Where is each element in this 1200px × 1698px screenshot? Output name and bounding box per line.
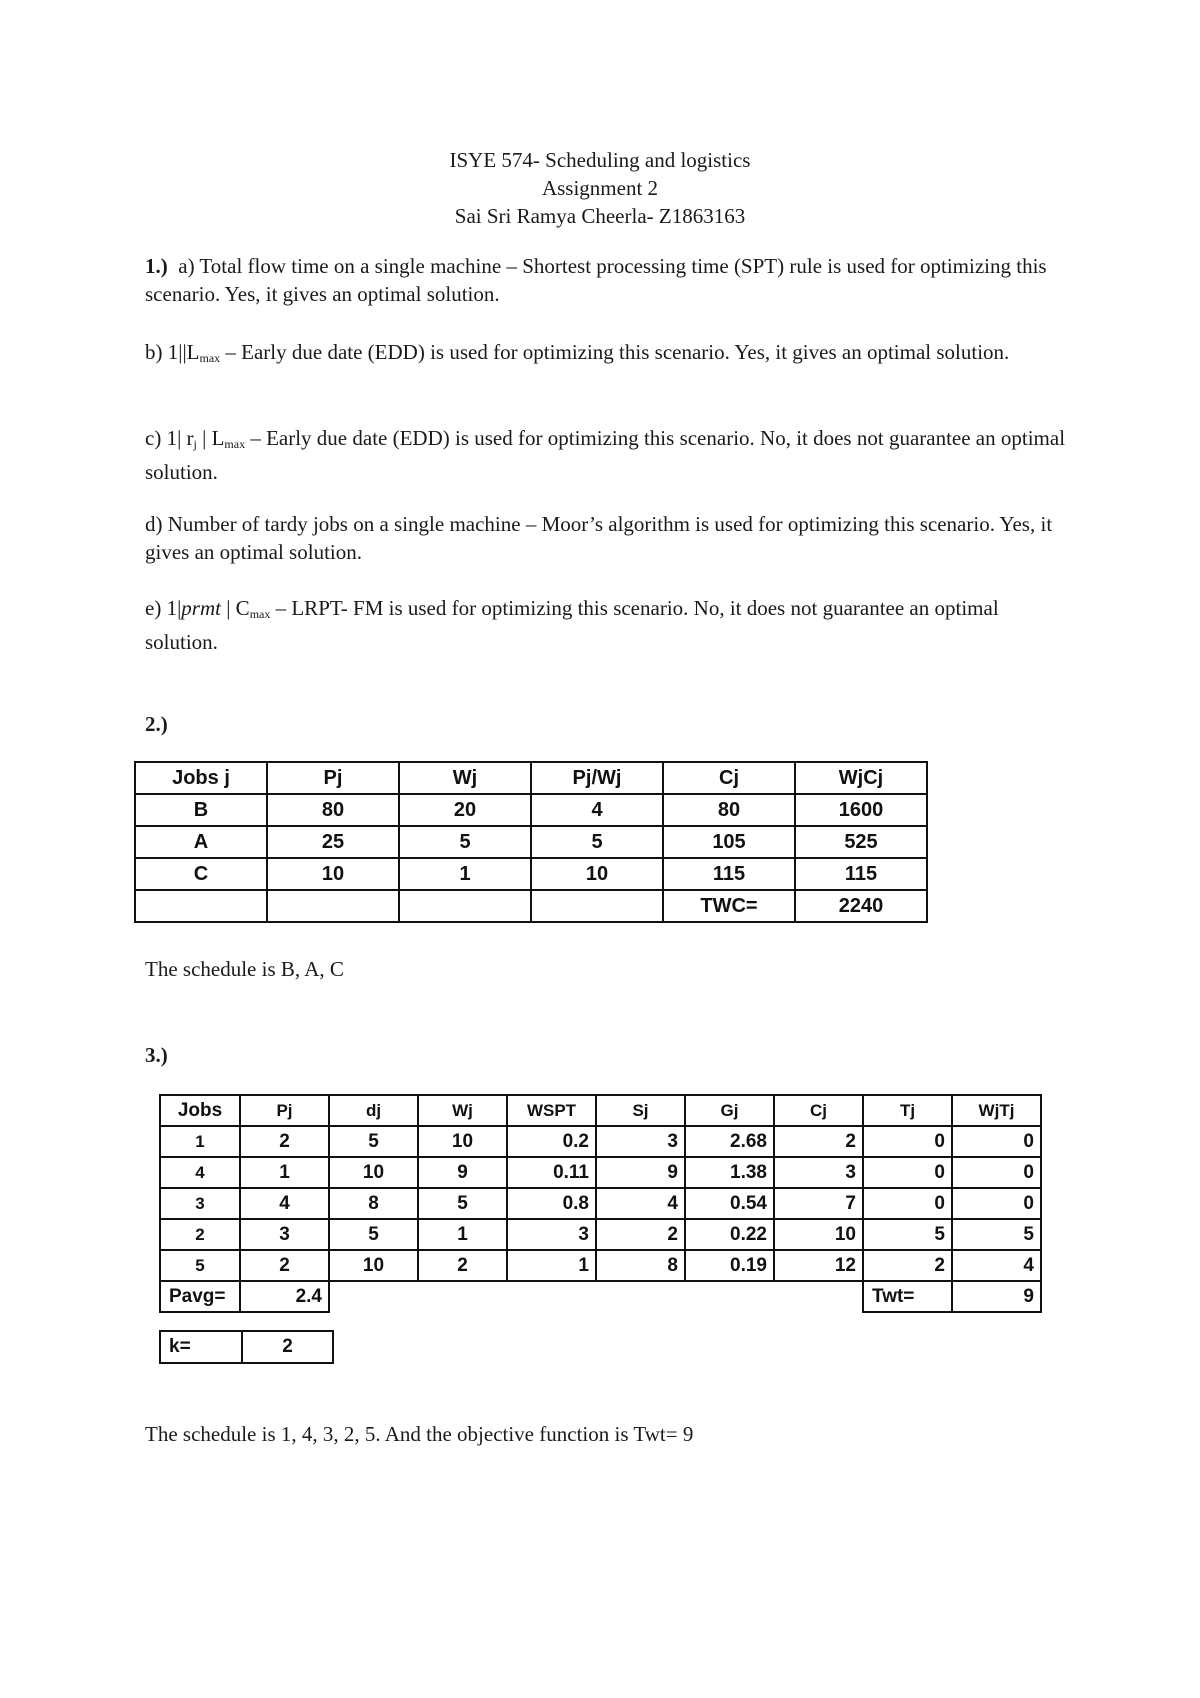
table-header-row — [135, 762, 927, 794]
q1-e-text: – LRPT- FM is used for optimizing this scenario. No, it does not guarantee an optimal solution. — [145, 596, 999, 654]
header-cell: Pj — [240, 1095, 329, 1126]
table-row — [160, 1250, 1041, 1281]
table-cell: 105 — [663, 826, 795, 858]
table-cell: 4 — [596, 1188, 685, 1219]
table-cell: 80 — [663, 794, 795, 826]
q2-schedule — [145, 955, 1075, 983]
table-cell: 3 — [507, 1219, 596, 1250]
header-cell: Gj — [685, 1095, 774, 1126]
q1-e-prmt: prmt — [181, 596, 221, 620]
q1-c-text: – Early due date (EDD) is used for optimizing this scenario. No, it does not guarantee an optimal solution. — [145, 426, 1066, 484]
k-label: k= — [160, 1331, 242, 1363]
table-cell: 5 — [531, 826, 663, 858]
table-cell: 10 — [329, 1250, 418, 1281]
k-table — [159, 1330, 334, 1364]
header-cell: Wj — [399, 762, 531, 794]
table-cell: 3 — [240, 1219, 329, 1250]
table-row — [160, 1219, 1041, 1250]
twc-label: TWC= — [663, 890, 795, 922]
table-cell: 10 — [418, 1126, 507, 1157]
header-cell: Sj — [596, 1095, 685, 1126]
table-cell: 1.38 — [685, 1157, 774, 1188]
header-cell: WjTj — [952, 1095, 1041, 1126]
table-cell: 5 — [952, 1219, 1041, 1250]
table-cell: 4 — [240, 1188, 329, 1219]
assignment-title: Assignment 2 — [541, 176, 659, 200]
table-cell: 2.68 — [685, 1126, 774, 1157]
q2-heading — [145, 710, 1075, 738]
title-block — [0, 146, 1200, 230]
q1-c-prefix: c) 1| r — [145, 426, 194, 450]
q2-number: 2.) — [145, 712, 168, 736]
table-cell: 115 — [795, 858, 927, 890]
table-cell: 1 — [399, 858, 531, 890]
table-row — [160, 1331, 333, 1363]
header-cell: WjCj — [795, 762, 927, 794]
header-cell: Wj — [418, 1095, 507, 1126]
q1-b-text: – Early due date (EDD) is used for optimizing this scenario. Yes, it gives an optimal solution. — [220, 340, 1010, 364]
q1-e-symbol: | C — [220, 596, 250, 620]
table-cell: 5 — [399, 826, 531, 858]
q1-d-text: d) Number of tardy jobs on a single machine – Moor’s algorithm is used for optimizing this scenario. Yes, it gives an optimal solution. — [145, 512, 1053, 564]
table-cell: 0.11 — [507, 1157, 596, 1188]
table-cell: 25 — [267, 826, 399, 858]
header-cell: Jobs j — [135, 762, 267, 794]
q1-a — [145, 252, 1075, 308]
table-cell: 4 — [952, 1250, 1041, 1281]
table-row — [135, 858, 927, 890]
table-cell: 115 — [663, 858, 795, 890]
q2-table — [134, 761, 928, 923]
table-cell: 0 — [952, 1157, 1041, 1188]
table-row — [160, 1126, 1041, 1157]
table-cell: 9 — [418, 1157, 507, 1188]
table-cell: 1 — [160, 1126, 240, 1157]
table-cell: 0 — [863, 1126, 952, 1157]
table-cell: 0 — [863, 1188, 952, 1219]
pavg-label: Pavg= — [160, 1281, 240, 1312]
course-title: ISYE 574- Scheduling and logistics — [449, 148, 751, 172]
table-cell: 2 — [240, 1126, 329, 1157]
table-cell: 2 — [240, 1250, 329, 1281]
table-cell: 0.2 — [507, 1126, 596, 1157]
table-cell: 5 — [418, 1188, 507, 1219]
table-cell: 10 — [329, 1157, 418, 1188]
q1-e — [145, 594, 1075, 656]
header-cell: Pj — [267, 762, 399, 794]
header-cell: Cj — [663, 762, 795, 794]
table-cell: 10 — [531, 858, 663, 890]
table-cell: 2 — [774, 1126, 863, 1157]
q3-schedule — [145, 1420, 1075, 1448]
table-cell — [135, 890, 267, 922]
table-cell: 1600 — [795, 794, 927, 826]
header-cell: Cj — [774, 1095, 863, 1126]
q1-a-text: a) Total flow time on a single machine – Shortest processing time (SPT) rule is used for optimizing this scenario. Yes, it gives an optimal solution. — [145, 254, 1047, 306]
student-name: Sai Sri Ramya Cheerla- Z1863163 — [454, 204, 746, 228]
table-cell: 2 — [418, 1250, 507, 1281]
table-cell: 10 — [267, 858, 399, 890]
q1-d — [145, 510, 1075, 566]
table-cell: 80 — [267, 794, 399, 826]
table-cell: 7 — [774, 1188, 863, 1219]
k-value: 2 — [242, 1331, 333, 1363]
table-cell — [267, 890, 399, 922]
table-cell: 2 — [160, 1219, 240, 1250]
table-cell: 4 — [160, 1157, 240, 1188]
q1-c-symbol: | L — [196, 426, 225, 450]
table-cell: 3 — [596, 1126, 685, 1157]
table-cell: 4 — [531, 794, 663, 826]
table-cell: 3 — [774, 1157, 863, 1188]
q3-table — [159, 1094, 1042, 1313]
table-cell: 1 — [507, 1250, 596, 1281]
table-row — [160, 1157, 1041, 1188]
table-cell: 2 — [596, 1219, 685, 1250]
table-total-row — [135, 890, 927, 922]
table-row — [135, 794, 927, 826]
table-cell: 5 — [329, 1126, 418, 1157]
q1-number: 1.) — [145, 254, 168, 278]
header-cell: WSPT — [507, 1095, 596, 1126]
table-cell — [399, 890, 531, 922]
table-cell: 10 — [774, 1219, 863, 1250]
table-cell: 5 — [160, 1250, 240, 1281]
q1-e-subscript: max — [249, 607, 271, 621]
table-cell: 9 — [596, 1157, 685, 1188]
table-row — [160, 1188, 1041, 1219]
q1-b-symbol: L — [186, 340, 200, 364]
q3-schedule-text: The schedule is 1, 4, 3, 2, 5. And the objective function is Twt= 9 — [145, 1422, 694, 1446]
table-cell: 0.54 — [685, 1188, 774, 1219]
q1-e-prefix: e) 1| — [145, 596, 182, 620]
pavg-value: 2.4 — [240, 1281, 329, 1312]
q1-c-r-subscript: j — [193, 437, 197, 451]
header-cell: Jobs — [160, 1095, 240, 1126]
q3-heading — [145, 1041, 1075, 1069]
header-cell: dj — [329, 1095, 418, 1126]
table-cell: 20 — [399, 794, 531, 826]
table-cell: 8 — [329, 1188, 418, 1219]
q3-number: 3.) — [145, 1043, 168, 1067]
q1-c-subscript: max — [224, 437, 246, 451]
table-cell: 12 — [774, 1250, 863, 1281]
header-cell: Pj/Wj — [531, 762, 663, 794]
table-cell: 0.22 — [685, 1219, 774, 1250]
table-cell: 525 — [795, 826, 927, 858]
table-cell: 1 — [418, 1219, 507, 1250]
table-cell: 0.19 — [685, 1250, 774, 1281]
table-cell: 2 — [863, 1250, 952, 1281]
table-cell: 5 — [863, 1219, 952, 1250]
table-cell: 1 — [240, 1157, 329, 1188]
q1-c — [145, 424, 1075, 486]
table-row — [135, 826, 927, 858]
table-header-row — [160, 1095, 1041, 1126]
table-cell: 5 — [329, 1219, 418, 1250]
q1-b-prefix: b) 1|| — [145, 340, 187, 364]
table-cell: A — [135, 826, 267, 858]
table-cell: 0 — [863, 1157, 952, 1188]
q1-b — [145, 338, 1075, 372]
table-cell: 0 — [952, 1126, 1041, 1157]
blank-cell — [329, 1281, 863, 1312]
twt-label: Twt= — [863, 1281, 952, 1312]
table-summary-row — [160, 1281, 1041, 1312]
header-cell: Tj — [863, 1095, 952, 1126]
table-cell: 3 — [160, 1188, 240, 1219]
table-cell: C — [135, 858, 267, 890]
table-cell: B — [135, 794, 267, 826]
table-cell: 0.8 — [507, 1188, 596, 1219]
table-cell: 0 — [952, 1188, 1041, 1219]
table-cell: 8 — [596, 1250, 685, 1281]
twc-value: 2240 — [795, 890, 927, 922]
q2-schedule-text: The schedule is B, A, C — [145, 957, 344, 981]
twt-value: 9 — [952, 1281, 1041, 1312]
table-cell — [531, 890, 663, 922]
q1-b-subscript: max — [199, 351, 221, 365]
